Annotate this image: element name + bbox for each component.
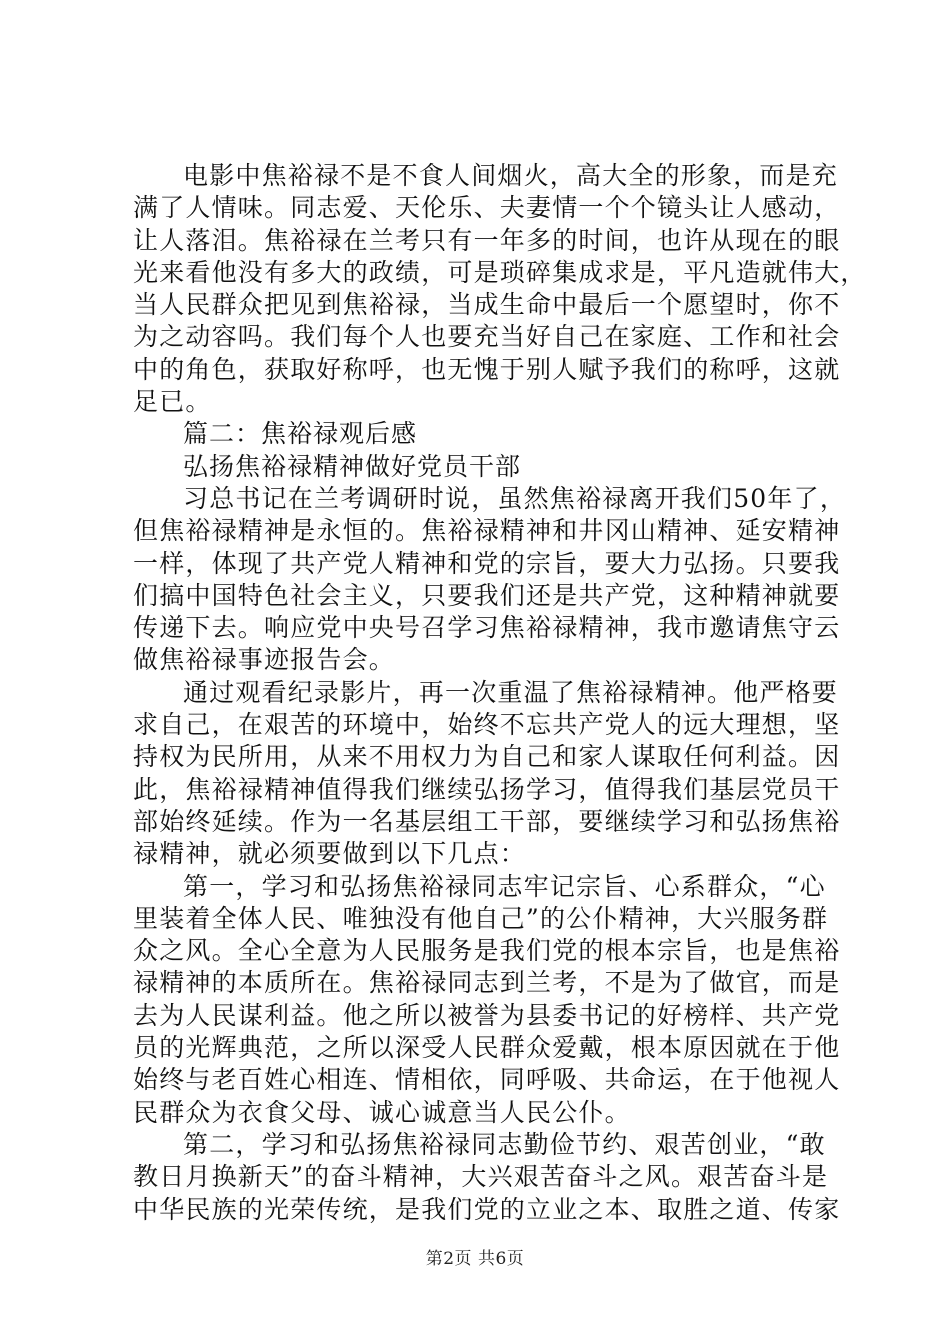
text-line: 第二，学习和弘扬焦裕禄同志勤俭节约、艰苦创业，“敢 bbox=[183, 1129, 826, 1159]
text-line: 为之动容吗。我们每个人也要充当好自己在家庭、工作和社会 bbox=[133, 322, 841, 352]
text-line: 禄精神，就必须要做到以下几点： bbox=[133, 839, 527, 869]
section-heading-line: 篇二：焦裕禄观后感 bbox=[183, 419, 418, 449]
text-line: 求自己，在艰苦的环境中，始终不忘共产党人的远大理想，坚 bbox=[133, 710, 841, 740]
text-line: 始终与老百姓心相连、情相依，同呼吸、共命运，在于他视人 bbox=[133, 1065, 841, 1095]
page-footer: 第2页 共6页 bbox=[425, 1249, 525, 1269]
text-line: 当人民群众把见到焦裕禄，当成生命中最后一个愿望时，你不 bbox=[133, 290, 841, 320]
text-line: 足已。 bbox=[133, 387, 212, 417]
text-line: 电影中焦裕禄不是不食人间烟火，高大全的形象，而是充 bbox=[183, 161, 839, 190]
text-line: 第一，学习和弘扬焦裕禄同志牢记宗旨、心系群众，“心 bbox=[183, 871, 826, 901]
text-line: 中华民族的光荣传统，是我们党的立业之本、取胜之道、传家 bbox=[133, 1194, 841, 1224]
text-line: 禄精神的本质所在。焦裕禄同志到兰考，不是为了做官，而是 bbox=[133, 968, 841, 998]
text-line: 但焦裕禄精神是永恒的。焦裕禄精神和井冈山精神、延安精神 bbox=[133, 516, 841, 546]
text-line: 中的角色，获取好称呼，也无愧于别人赋予我们的称呼，这就 bbox=[133, 354, 841, 384]
text-line: 一样，体现了共产党人精神和党的宗旨，要大力弘扬。只要我 bbox=[133, 548, 841, 578]
document-body bbox=[133, 160, 867, 1226]
text-line: 此，焦裕禄精神值得我们继续弘扬学习，值得我们基层党员干 bbox=[133, 774, 841, 804]
section-heading-line: 弘扬焦裕禄精神做好党员干部 bbox=[183, 451, 522, 481]
text-line: 持权为民所用，从来不用权力为自己和家人谋取任何利益。因 bbox=[133, 742, 841, 772]
text-line: 民群众为衣食父母、诚心诚意当人民公仆。 bbox=[133, 1097, 631, 1127]
text-line: 众之风。全心全意为人民服务是我们党的根本宗旨，也是焦裕 bbox=[133, 936, 841, 966]
text-line: 做焦裕禄事迹报告会。 bbox=[133, 645, 396, 675]
text-line: 去为人民谋利益。他之所以被誉为县委书记的好榜样、共产党 bbox=[133, 1000, 841, 1030]
text-line: 习总书记在兰考调研时说，虽然焦裕禄离开我们50年了， bbox=[183, 483, 847, 513]
text-line: 让人落泪。焦裕禄在兰考只有一年多的时间，也许从现在的眼 bbox=[133, 225, 841, 255]
text-line: 通过观看纪录影片，再一次重温了焦裕禄精神。他严格要 bbox=[183, 677, 839, 707]
text-line: 们搞中国特色社会主义，只要我们还是共产党，这种精神就要 bbox=[133, 580, 841, 610]
text-line: 员的光辉典范，之所以深受人民群众爱戴，根本原因就在于他 bbox=[133, 1033, 841, 1063]
text-line: 光来看他没有多大的政绩，可是琐碎集成求是，平凡造就伟大， bbox=[133, 257, 867, 287]
text-line: 部始终延续。作为一名基层组工干部，要继续学习和弘扬焦裕 bbox=[133, 806, 841, 836]
text-line: 教日月换新天”的奋斗精神，大兴艰苦奋斗之风。艰苦奋斗是 bbox=[133, 1162, 829, 1192]
text-line: 传递下去。响应党中央号召学习焦裕禄精神，我市邀请焦守云 bbox=[133, 613, 841, 643]
text-line: 里装着全体人民、唯独没有他自己”的公仆精神，大兴服务群 bbox=[133, 903, 829, 933]
text-line: 满了人情味。同志爱、天伦乐、夫妻情一个个镜头让人感动， bbox=[133, 193, 841, 223]
